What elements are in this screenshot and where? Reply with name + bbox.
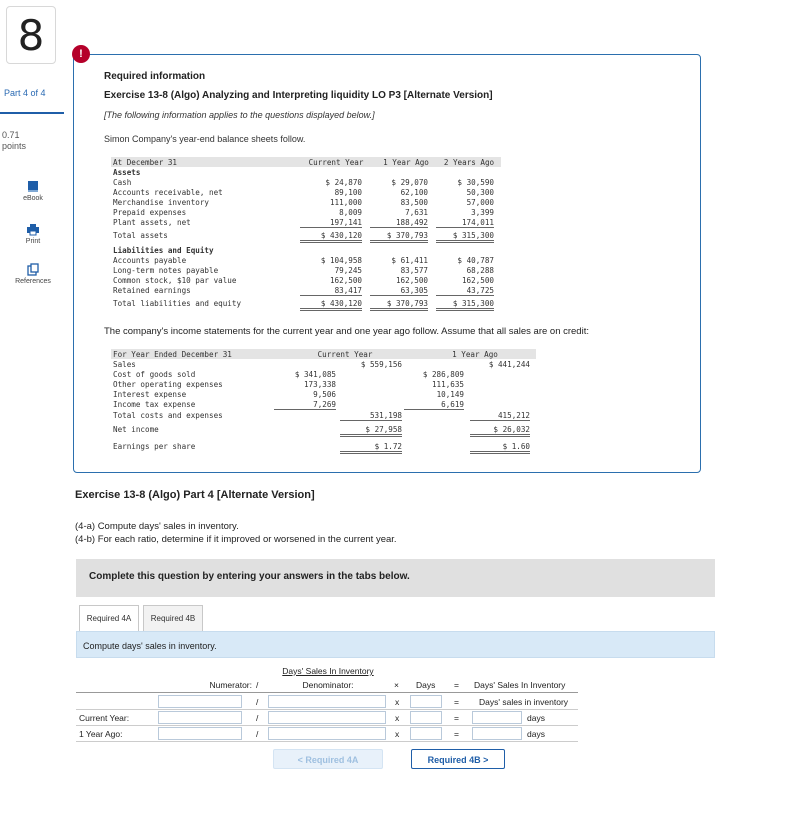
bs-le-label: Common stock, $10 par value <box>113 276 237 285</box>
bs-le-cy: 79,245 <box>334 266 362 275</box>
total-le-label: Total liabilities and equity <box>113 299 242 308</box>
times: x <box>395 729 400 739</box>
bs-row-2y: 174,011 <box>436 218 494 228</box>
bs-le-cy: 162,500 <box>329 276 362 285</box>
instructions-text: Complete this question by entering your answers in the tabs below. <box>89 571 410 582</box>
bs-row-cy: 197,141 <box>300 218 362 228</box>
numerator-header: Numerator: <box>209 680 252 690</box>
equals: = <box>454 697 459 707</box>
bs-le-2y: 162,500 <box>461 276 494 285</box>
grid-divider <box>76 725 578 726</box>
slash-header: / <box>256 680 259 690</box>
total-assets-cy: $ 430,120 <box>300 231 362 243</box>
grid-divider <box>76 692 578 693</box>
part-indicator: Part 4 of 4 <box>4 88 46 98</box>
slash: / <box>256 713 259 723</box>
is-row-1y: 10,149 <box>436 390 464 399</box>
numerator-input-1-year-ago[interactable] <box>158 727 242 740</box>
sales-cy: $ 559,156 <box>360 360 402 369</box>
denominator-input-current-year[interactable] <box>268 711 386 724</box>
bs-le-cy: 83,417 <box>300 286 362 296</box>
row-current-year-label: Current Year: <box>79 713 130 723</box>
question-4b: (4-b) For each ratio, determine if it improved or worsened in the current year. <box>75 534 397 545</box>
bs-row-cy: 8,009 <box>339 208 362 217</box>
points-display <box>2 130 26 152</box>
times-header: × <box>394 680 399 690</box>
bs-le-label: Accounts payable <box>113 256 187 265</box>
equals-header: = <box>454 680 459 690</box>
bs-row-label: Accounts receivable, net <box>113 188 223 197</box>
points-value: 0.71 <box>2 130 20 140</box>
bs-le-2y: 68,288 <box>466 266 494 275</box>
italic-note: [The following information applies to the questions displayed below.] <box>104 110 375 120</box>
eps-cy: $ 1.72 <box>340 442 402 454</box>
references-icon <box>26 263 40 276</box>
alert-icon: ! <box>72 45 90 63</box>
numerator-input-current-year[interactable] <box>158 711 242 724</box>
bs-row-label: Cash <box>113 178 132 187</box>
eps-1y: $ 1.60 <box>470 442 530 454</box>
bs-row-label: Plant assets, net <box>113 218 191 227</box>
tab-required-4b[interactable]: Required 4B <box>143 605 203 631</box>
slash: / <box>256 729 259 739</box>
bs-le-1y: 83,577 <box>400 266 428 275</box>
slash: / <box>256 697 259 707</box>
net-income-label: Net income <box>113 425 159 434</box>
sales-1y: $ 441,244 <box>488 360 530 369</box>
is-col-current: Current Year <box>317 350 373 359</box>
denominator-input[interactable] <box>268 695 386 708</box>
prev-required-4a-button[interactable]: < Required 4A <box>273 749 383 769</box>
assets-heading: Assets <box>113 168 141 177</box>
part-title: Exercise 13-8 (Algo) Part 4 [Alternate Version] <box>75 489 315 501</box>
total-costs-1y: 415,212 <box>470 411 530 421</box>
bs-row-2y: 50,300 <box>466 188 494 197</box>
bs-row-cy: $ 24,870 <box>325 178 362 187</box>
days-input-current-year[interactable] <box>410 711 442 724</box>
bs-le-label: Long-term notes payable <box>113 266 219 275</box>
net-income-cy: $ 27,958 <box>340 425 402 437</box>
instruction-text: Compute days' sales in inventory. <box>83 641 217 651</box>
net-income-1y: $ 26,032 <box>470 425 530 437</box>
unit-days: days <box>527 729 545 739</box>
denominator-input-1-year-ago[interactable] <box>268 727 386 740</box>
total-costs-label: Total costs and expenses <box>113 411 223 420</box>
total-le-1y: $ 370,793 <box>370 299 428 311</box>
times: x <box>395 713 400 723</box>
bs-row-1y: 7,631 <box>405 208 428 217</box>
part-progress-line <box>0 112 64 114</box>
exercise-title: Exercise 13-8 (Algo) Analyzing and Interpreting liquidity LO P3 [Alternate Version] <box>104 90 493 101</box>
grid-divider <box>76 709 578 710</box>
days-input[interactable] <box>410 695 442 708</box>
is-row-cy: 173,338 <box>303 380 336 389</box>
question-number: 8 <box>6 6 56 64</box>
bs-header-label: At December 31 <box>113 158 178 167</box>
is-row-cy: 7,269 <box>274 400 336 410</box>
bs-row-1y: $ 29,070 <box>391 178 428 187</box>
is-row-cy: $ 341,085 <box>294 370 336 379</box>
income-statement-intro: The company's income statements for the current year and one year ago follow. Assume that all sales are on credit: <box>104 326 589 337</box>
bs-row-2y: 3,399 <box>471 208 494 217</box>
required-info-title: Required information <box>104 71 206 82</box>
row-1-year-ago-label: 1 Year Ago: <box>79 729 123 739</box>
instructions-box <box>76 559 715 597</box>
ebook-label: eBook <box>23 195 43 202</box>
is-col-1yr: 1 Year Ago <box>452 350 498 359</box>
bs-le-2y: 43,725 <box>436 286 494 296</box>
bs-row-cy: 111,000 <box>329 198 362 207</box>
bs-row-1y: 62,100 <box>400 188 428 197</box>
is-row-cy: 9,506 <box>313 390 336 399</box>
total-assets-label: Total assets <box>113 231 168 240</box>
question-4a: (4-a) Compute days' sales in inventory. <box>75 521 239 532</box>
sales-label: Sales <box>113 360 136 369</box>
result-input-1-year-ago[interactable] <box>472 727 522 740</box>
days-input-1-year-ago[interactable] <box>410 727 442 740</box>
bs-le-label: Retained earnings <box>113 286 191 295</box>
tab-required-4a[interactable]: Required 4A <box>79 605 139 631</box>
bs-le-1y: 63,305 <box>370 286 428 296</box>
bs-le-cy: $ 104,958 <box>320 256 362 265</box>
bs-le-1y: $ 61,411 <box>391 256 428 265</box>
result-sub-label: Days' sales in inventory <box>479 697 569 707</box>
references-label: References <box>15 278 51 285</box>
bs-row-1y: 83,500 <box>400 198 428 207</box>
bs-le-1y: 162,500 <box>395 276 428 285</box>
bs-row-cy: 89,100 <box>334 188 362 197</box>
bs-col-current: Current Year <box>308 158 364 167</box>
points-label: points <box>2 141 27 151</box>
times: x <box>395 697 400 707</box>
equals: = <box>454 729 459 739</box>
le-heading: Liabilities and Equity <box>113 246 214 255</box>
result-input-current-year[interactable] <box>472 711 522 724</box>
references-button[interactable] <box>6 263 60 285</box>
is-row-1y: $ 286,809 <box>422 370 464 379</box>
book-icon <box>26 180 40 193</box>
denominator-header: Denominator: <box>302 680 354 690</box>
total-assets-1y: $ 370,793 <box>370 231 428 243</box>
bs-col-1yr: 1 Year Ago <box>383 158 429 167</box>
bs-row-label: Merchandise inventory <box>113 198 210 207</box>
print-button[interactable] <box>6 223 60 245</box>
eps-label: Earnings per share <box>113 442 196 451</box>
is-row-1y: 6,619 <box>404 400 464 410</box>
total-le-cy: $ 430,120 <box>300 299 362 311</box>
bs-row-2y: 57,000 <box>466 198 494 207</box>
balance-sheet-intro: Simon Company's year-end balance sheets follow. <box>104 134 306 144</box>
next-required-4b-button[interactable]: Required 4B > <box>411 749 505 769</box>
is-row-label: Cost of goods sold <box>113 370 196 379</box>
days-header: Days <box>416 680 436 690</box>
is-row-label: Other operating expenses <box>113 380 223 389</box>
bs-row-1y: 188,492 <box>370 218 428 228</box>
instruction-band <box>76 631 715 658</box>
bs-row-label: Prepaid expenses <box>113 208 187 217</box>
total-costs-cy: 531,198 <box>340 411 402 421</box>
bs-col-2yr: 2 Years Ago <box>443 158 495 167</box>
unit-days: days <box>527 713 545 723</box>
bs-le-2y: $ 40,787 <box>457 256 494 265</box>
total-assets-2y: $ 315,300 <box>436 231 494 243</box>
numerator-input[interactable] <box>158 695 242 708</box>
is-row-1y: 111,635 <box>431 380 464 389</box>
equals: = <box>454 713 459 723</box>
total-le-2y: $ 315,300 <box>436 299 494 311</box>
print-label: Print <box>25 238 41 245</box>
result-header: Days' Sales In Inventory <box>474 680 566 690</box>
is-row-label: Income tax expense <box>113 400 196 409</box>
grid-divider <box>76 741 578 742</box>
grid-title: Days' Sales In Inventory <box>282 666 374 676</box>
bs-row-2y: $ 30,590 <box>457 178 494 187</box>
is-row-label: Interest expense <box>113 390 187 399</box>
is-header-label: For Year Ended December 31 <box>113 350 232 359</box>
ebook-button[interactable] <box>6 180 60 202</box>
printer-icon <box>26 223 40 236</box>
